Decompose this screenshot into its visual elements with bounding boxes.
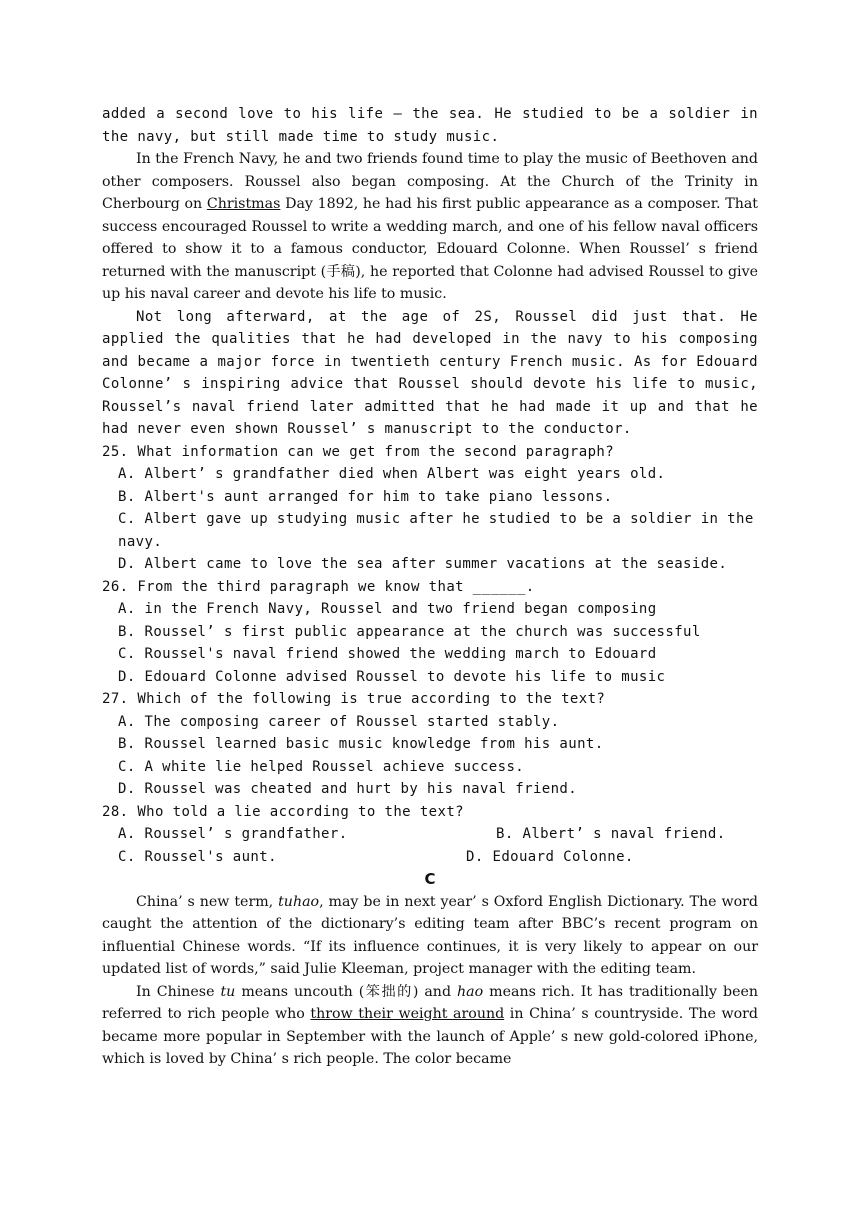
question-25-option-b: B. Albert's aunt arranged for him to take piano lessons. <box>118 488 613 505</box>
passage-b-paragraph-1: added a second love to his life — the sea. He studied to be a soldier in the navy, but still made time to study music. <box>102 106 758 145</box>
question-26-option-c: C. Roussel's naval friend showed the wedding march to Edouard <box>118 646 657 662</box>
text-span: In the French Navy, he and two friends found time to play the music of Beethoven and other composers. Roussel also began composing. At the Church of the Trinity in Cherbourg on <box>102 151 758 212</box>
question-28-options-row-1 <box>118 823 758 846</box>
italic-term-tu: tu <box>220 983 236 1000</box>
question-27-option-a: A. The composing career of Roussel started stably. <box>118 713 560 730</box>
question-28-option-b: B. Albert’ s naval friend. <box>496 826 726 842</box>
underlined-phrase: throw their weight around <box>310 1006 505 1022</box>
section-heading-c: C <box>424 870 436 888</box>
question-28-option-a: A. Roussel’ s grandfather. <box>118 826 348 842</box>
passage-c-paragraph-2 <box>102 981 758 1071</box>
text-span: means uncouth (笨拙的) and <box>235 983 458 1000</box>
text-span: means rich. It has traditionally been referred to rich people who <box>102 983 759 1022</box>
text-span: In Chinese <box>136 983 221 1000</box>
question-25-option-d: D. Albert came to love the sea after summer vacations at the seaside. <box>118 556 728 572</box>
italic-term-hao: hao <box>457 983 484 1000</box>
text-span: , may be in next year’ s Oxford English Dictionary. The word caught the attention of the dictionary’s editing team after BBC’s recent program on influential Chinese words. “If its influence continues, it is very likely to appear on our updated list of words,” said Julie Kleeman, project manager with the editing team. <box>102 893 758 977</box>
passage-c-paragraph-1 <box>102 891 758 981</box>
question-25-stem: 25. What information can we get from the second paragraph? <box>102 443 615 460</box>
question-27-option-d: D. Roussel was cheated and hurt by his naval friend. <box>118 781 578 797</box>
question-25-option-c: C. Albert gave up studying music after he studied to be a soldier in the navy. <box>118 511 754 550</box>
text-span: China’ s new term, <box>136 893 279 910</box>
question-26-option-b: B. Roussel’ s first public appearance at the church was successful <box>118 623 701 640</box>
question-26-option-a: A. in the French Navy, Roussel and two friend began composing <box>118 601 657 617</box>
text-span <box>102 894 758 978</box>
question-27-option-c: C. A white lie helped Roussel achieve success. <box>118 758 525 775</box>
question-26-stem: 26. From the third paragraph we know that ______. <box>102 578 535 595</box>
passage-b-paragraph-2 <box>102 148 758 306</box>
page-content <box>102 103 758 1071</box>
question-28-options-row-2 <box>118 846 758 869</box>
question-27-option-b: B. Roussel learned basic music knowledge from his aunt. <box>118 736 604 752</box>
question-28-stem: 28. Who told a lie according to the text? <box>102 803 464 820</box>
question-block <box>102 441 758 869</box>
question-28-option-d: D. Edouard Colonne. <box>466 848 634 865</box>
passage-b-paragraph-3: Not long afterward, at the age of 2S, Roussel did just that. He applied the qualities that he had developed in the navy to his composing and became a major force in twentieth century French music. As for Edouard Colonne’ s inspiring advice that Roussel should devote his life to music, Roussel’s naval friend later admitted that he had made it up and that he had never even shown Roussel’ s manuscript to the conductor. <box>102 308 758 437</box>
question-26-option-d: D. Edouard Colonne advised Roussel to devote his life to music <box>118 668 666 685</box>
italic-term-tuhao: tuhao <box>278 893 320 910</box>
text-span: Day 1892, he had his first public appearance as a composer. That success encouraged Roussel to write a wedding march, and one of his fellow naval officers offered to show it to a famous conductor, Edouard Colonne. When Roussel’ s friend returned with the manuscript (手稿), he reported that Colonne had advised Roussel to give up his naval career and devote his life to music. <box>102 196 758 302</box>
question-28-option-c: C. Roussel's aunt. <box>118 848 277 865</box>
underlined-word: Christmas <box>206 196 281 212</box>
question-25-option-a: A. Albert’ s grandfather died when Albert was eight years old. <box>118 466 666 482</box>
question-27-stem: 27. Which of the following is true according to the text? <box>102 691 606 707</box>
text-span: in China’ s countryside. The word became more popular in September with the launch of Apple’ s new gold-colored iPhone, which is loved by China’ s rich people. The color became <box>102 1006 759 1067</box>
